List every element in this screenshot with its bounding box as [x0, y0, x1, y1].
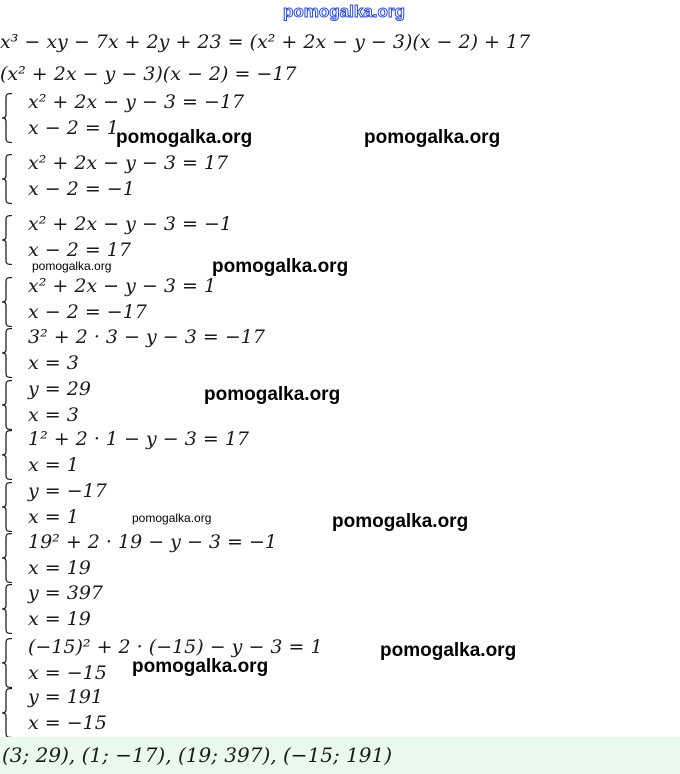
- watermark: pomogalka.org: [380, 640, 517, 661]
- system-equation: (−15)² + 2 · (−15) − y − 3 = 1: [28, 636, 323, 658]
- system-equation: x − 2 = −17: [28, 301, 147, 323]
- system-equation: x = 19: [28, 557, 91, 579]
- system-equation: x = 19: [28, 608, 91, 630]
- system-brace: [1, 277, 13, 327]
- system-equation: x = −15: [28, 712, 107, 734]
- system-equation: x = 3: [28, 352, 79, 374]
- system-equation: x − 2 = 17: [28, 239, 131, 261]
- watermark: pomogalka.org: [132, 656, 269, 677]
- system-equation: 3² + 2 · 3 − y − 3 = −17: [28, 326, 265, 348]
- system-equation: x − 2 = 1: [28, 117, 119, 139]
- final-answer: (3; 29), (1; −17), (19; 397), (−15; 191): [2, 743, 393, 767]
- watermark: pomogalka.org: [332, 511, 469, 532]
- system-equation: x = 3: [28, 404, 79, 426]
- system-equation: 1² + 2 · 1 − y − 3 = 17: [28, 428, 249, 450]
- system-equation: x² + 2x − y − 3 = −1: [28, 213, 232, 235]
- system-equation: 19² + 2 · 19 − y − 3 = −1: [28, 531, 278, 553]
- equation-line-1: x³ − xy − 7x + 2y + 23 = (x² + 2x − y − 3)(x − 2) + 17: [0, 31, 531, 53]
- system-equation: x² + 2x − y − 3 = −17: [28, 91, 245, 113]
- system-equation: x = 1: [28, 506, 79, 528]
- system-equation: x = 1: [28, 454, 79, 476]
- system-equation: x² + 2x − y − 3 = 1: [28, 275, 217, 297]
- watermark: pomogalka.org: [212, 256, 349, 277]
- watermark: pomogalka.org: [32, 259, 112, 273]
- system-brace: [1, 430, 13, 480]
- watermark: pomogalka.org: [204, 384, 341, 405]
- watermark-top: pomogalka.org: [283, 2, 405, 21]
- system-brace: [1, 584, 13, 634]
- system-equation: y = 191: [28, 686, 103, 708]
- watermark: pomogalka.org: [364, 127, 501, 148]
- system-equation: x − 2 = −1: [28, 178, 135, 200]
- system-brace: [1, 638, 13, 688]
- system-brace: [1, 328, 13, 378]
- system-equation: x² + 2x − y − 3 = 17: [28, 152, 229, 174]
- system-brace: [1, 380, 13, 430]
- system-brace: [1, 215, 13, 265]
- system-equation: y = −17: [28, 480, 107, 502]
- system-brace: [1, 533, 13, 583]
- system-equation: x = −15: [28, 662, 107, 684]
- watermark: pomogalka.org: [132, 511, 212, 525]
- system-equation: y = 397: [28, 582, 103, 604]
- watermark: pomogalka.org: [116, 127, 253, 148]
- system-equation: y = 29: [28, 378, 91, 400]
- system-brace: [1, 93, 13, 143]
- equation-line-2: (x² + 2x − y − 3)(x − 2) = −17: [0, 63, 297, 85]
- system-brace: [1, 482, 13, 532]
- system-brace: [1, 688, 13, 738]
- system-brace: [1, 154, 13, 204]
